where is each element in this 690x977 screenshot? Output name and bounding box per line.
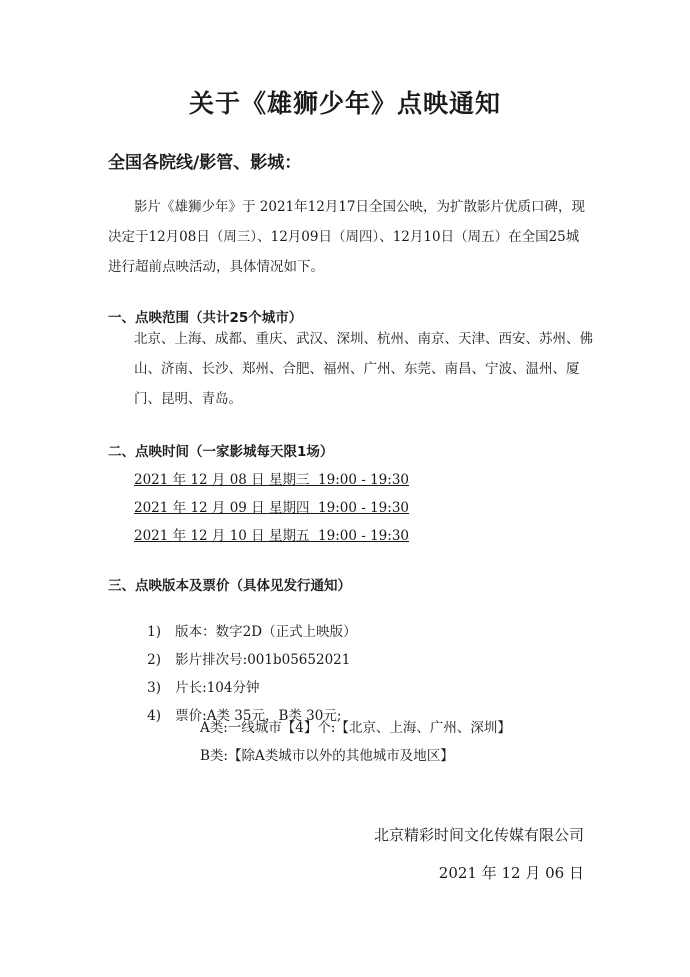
item-number: 3) — [147, 680, 162, 696]
section1-heading: 一、点映范围（共计25个城市） — [108, 310, 303, 326]
section3-heading: 三、点映版本及票价（具体见发行通知） — [108, 578, 351, 594]
company-signature: 北京精彩时间文化传媒有限公司 — [373, 826, 584, 844]
salutation: 全国各院线/影管、影城： — [108, 153, 302, 173]
schedule-row-1: 2021 年 12 月 08 日 星期三 19:00 - 19:30 — [134, 472, 409, 488]
item-text: 片长:104分钟 — [175, 680, 260, 696]
item-number: 4) — [147, 708, 162, 724]
signature-date: 2021 年 12 月 06 日 — [438, 864, 584, 882]
section2-heading: 二、点映时间（一家影城每天限1场） — [108, 444, 334, 460]
city-list: 北京、上海、成都、重庆、武汉、深圳、杭州、南京、天津、西安、苏州、佛山、济南、长沙、郑州、合肥、福州、广州、东莞、南昌、宁波、温州、厦门、昆明、青岛。 — [134, 331, 593, 407]
item-text: 版本：数字2D（正式上映版） — [175, 624, 357, 640]
item-text: 影片排次号:001b05652021 — [175, 652, 351, 668]
item-text: 票价:A类 35元，B类 30元; — [175, 708, 342, 724]
schedule-row-3: 2021 年 12 月 10 日 星期五 19:00 - 19:30 — [134, 528, 409, 544]
document-title: 关于《雄狮少年》点映通知 — [188, 89, 501, 118]
class-b-note: B类:【除A类城市以外的其他城市及地区】 — [200, 748, 454, 764]
schedule-row-2: 2021 年 12 月 09 日 星期四 19:00 - 19:30 — [134, 500, 409, 516]
item-number: 1) — [147, 624, 162, 640]
intro-paragraph: 影片《雄狮少年》于 2021年12月17日全国公映，为扩散影片优质口碑，现决定于12月08日（周三）、12月09日（周四）、12月10日（周五）在全国25城进行超前点映活动，具体情况如下。 — [108, 199, 586, 275]
item-number: 2) — [147, 652, 162, 668]
class-a-note: A类:一线城市【4】个:【北京、上海、广州、深圳】 — [200, 720, 511, 736]
